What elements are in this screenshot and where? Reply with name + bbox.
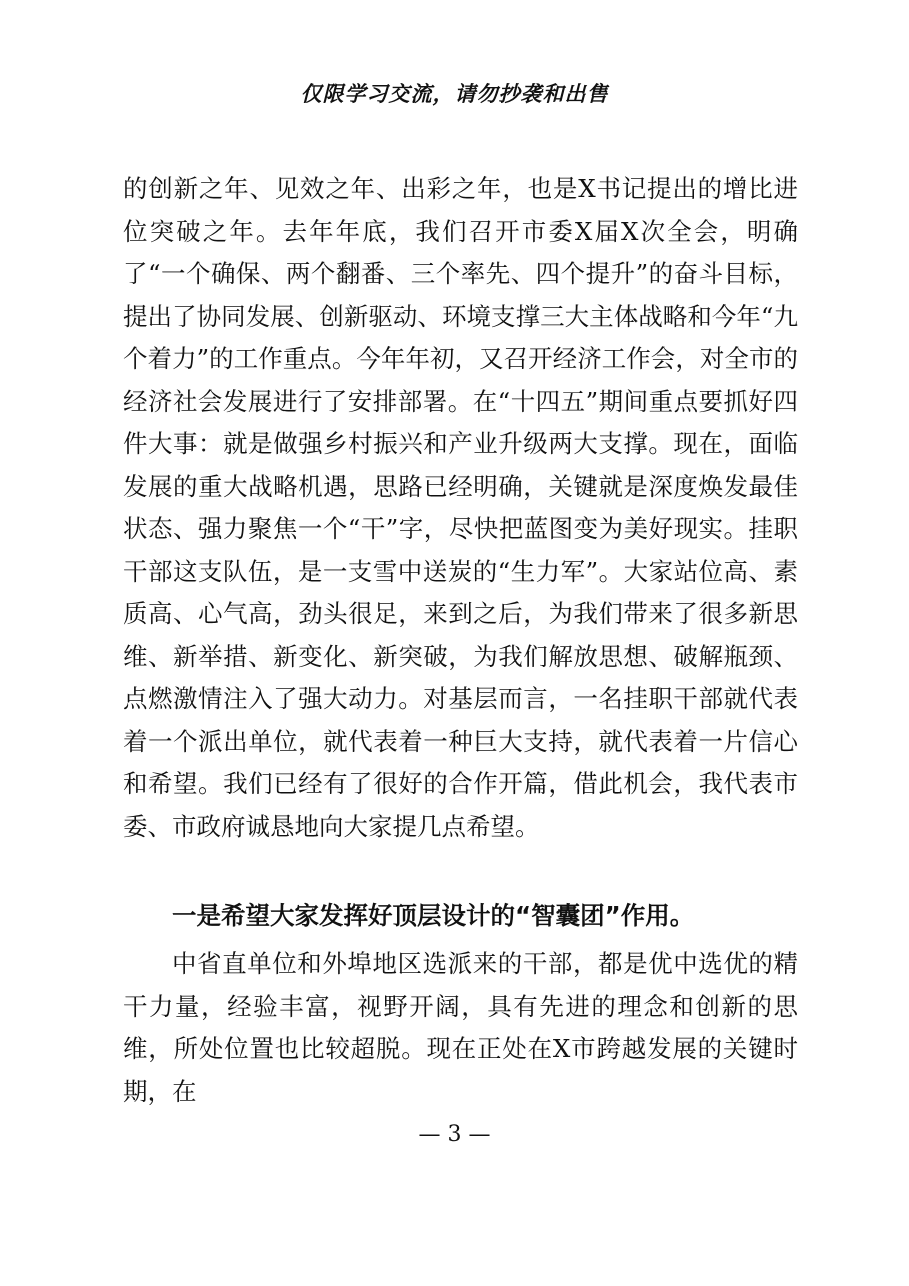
section-heading-first-hope: 一是希望大家发挥好顶层设计的“智囊团”作用。 xyxy=(172,901,695,930)
paragraph-continued: 的创新之年、见效之年、出彩之年，也是X书记提出的增比进位突破之年。去年年底，我们召开市委X届X次全会，明确了“一个确保、两个翻番、三个率先、四个提升”的奋斗目标，提出了协同发展、创新驱动、环境支撑三大主体战略和今年“九个着力”的工作重点。今年年初，又召开经济工作会，对全市的经济社会发展进行了安排部署。在“十四五”期间重点要抓好四件大事：就是做强乡村振兴和产业升级两大支撑。现在，面临发展的重大战略机遇，思路已经明确，关键就是深度焕发最佳状态、强力聚焦一个“干”字，尽快把蓝图变为美好现实。挂职干部这支队伍，是一支雪中送炭的“生力军”。大家站位高、素质高、心气高，劲头很足，来到之后，为我们带来了很多新思维、新举措、新变化、新突破，为我们解放思想、破解瓶颈、点燃激情注入了强大动力。对基层而言，一名挂职干部就代表着一个派出单位，就代表着一种巨大支持，就代表着一片信心和希望。我们已经有了很好的合作开篇，借此机会，我代表市委、市政府诚恳地向大家提几点希望。 xyxy=(123,174,798,841)
document-header-notice: 仅限学习交流，请勿抄袭和出售 xyxy=(300,81,609,106)
page-number: — 3 — xyxy=(418,1122,491,1147)
paragraph-second: 中省直单位和外埠地区选派来的干部，都是优中选优的精干力量，经验丰富，视野开阔，具有先进的理念和创新的思维，所处位置也比较超脱。现在正处在X市跨越发展的关键时期，在 xyxy=(123,949,798,1106)
